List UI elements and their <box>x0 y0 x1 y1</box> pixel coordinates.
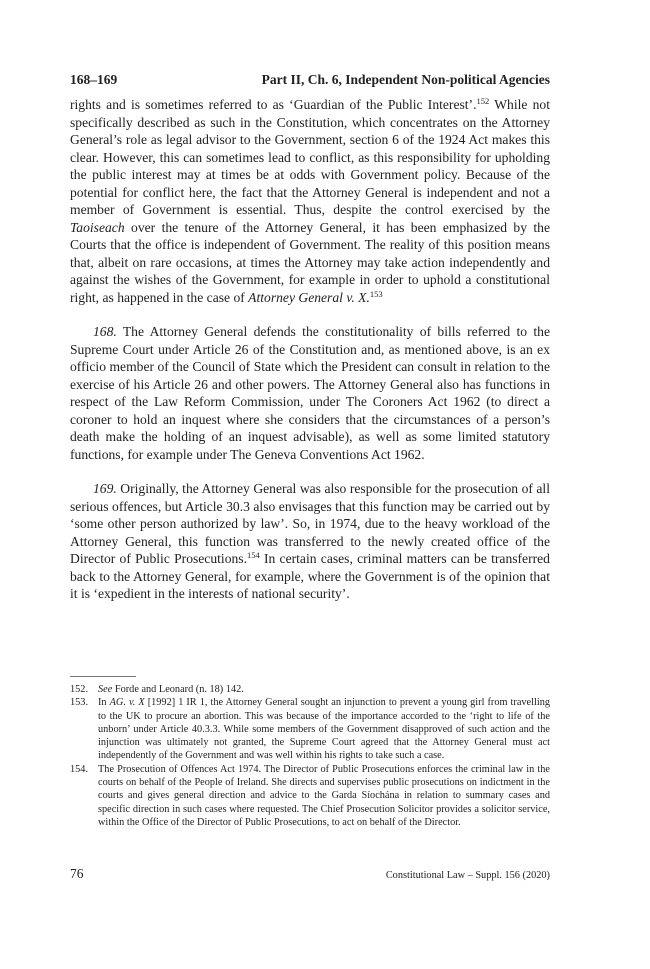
paragraph-number: 168. <box>93 324 117 339</box>
running-header <box>70 72 550 88</box>
footnotes <box>70 683 550 829</box>
footnote-divider <box>70 676 136 677</box>
paragraph-continued: rights and is sometimes referred to as ‘Guardian of the Public Interest’.$^{152}$ While not specifically described as such in the Constitution, which concentrates on the Attorney General’s role as legal advisor to the Government, section 6 of the 1924 Act makes this clear. However, this can sometimes lead to conflict, as this responsibility for upholding the public interest may at times be at odds with Government policy. Because of the potential for conflict here, the fact that the Attorney General is independent and not a member of Government is essential. Thus, despite the control exercised by the Taoiseach over the tenure of the Attorney General, it has been emphasized by the Courts that the office is independent of Government. The reality of this position means that, albeit on rare occasions, at times the Attorney may take action independently and against the wishes of the Government, for example in order to uphold a constitutional right, as happened in the case of Attorney General v. X.$^{153}$ <box>70 96 550 305</box>
publication-info: Constitutional Law – Suppl. 156 (2020) <box>385 870 550 881</box>
footnote-ref-153[interactable]: 153 <box>369 288 383 299</box>
footnote-152: 152. See Forde and Leonard (n. 18) 142. <box>70 684 244 695</box>
footnote-153: 153. In AG. v. X [1992] 1 IR 1, the Attorney General sought an injunction to prevent a young girl from travelling to the UK to procure an abortion. This was because of the importance accorded to the ‘right to life of the unborn’ under Article 40.3.3. While some members of the Government disapproved of such action and the injunction was ultimately not granted, the Supreme Court agreed that the Attorney General must act independently of the Government and was well within his rights to take such a case. <box>70 697 550 762</box>
paragraph-range: 168–169 <box>70 72 118 87</box>
paragraph-169: 169. Originally, the Attorney General was also responsible for the prosecution of all serious offences, but Article 30.3 also envisages that this function may be carried out by ‘some other person authorized by law’. So, in 1974, due to the heavy workload of the Attorney General, this function was transferred to the newly created office of the Director of Public Prosecutions.$^{154}$ In certain cases, criminal matters can be transferred back to the Attorney General, for example, where the Government is of the opinion that it is ‘expedient in the interests of national security’. <box>70 481 550 601</box>
page-content <box>70 72 550 620</box>
case-name: Attorney General v. X. <box>248 289 370 305</box>
paragraph-number: 169. <box>93 481 117 496</box>
footnote-ref-154[interactable]: 154 <box>246 550 260 560</box>
paragraph-168: 168. The Attorney General defends the constitutionality of bills referred to the Supreme Court under Article 26 of the Constitution and, as mentioned above, is an ex officio member of the Council of State which the President can consult in relation to the exercise of his Article 26 and other powers. The Attorney General also has functions in respect of the Law Reform Commission, under The Coroners Act 1962 (to direct a coroner to hold an inquest where she considers that the circumstances of a person’s death make the holding of an inquest advisable), as well as some limited statutory functions, for example under The Geneva Conventions Act 1962. <box>70 324 550 462</box>
footnote-ref-152[interactable]: 152 <box>476 96 490 106</box>
page-footer <box>70 866 550 882</box>
body-text <box>70 96 550 603</box>
chapter-title: Part II, Ch. 6, Independent Non-political Agencies <box>261 72 550 87</box>
footnote-154: 154. The Prosecution of Offences Act 1974. The Director of Public Prosecutions enforces the criminal law in the courts on behalf of the People of Ireland. She directs and supervises public prosecutions on indictment in the courts and gives general direction and advice to the Garda Síochána in relation to summary cases and specific direction in such cases where requested. The Chief Prosecution Solicitor provides a solicitor service, within the Office of the Director of Public Prosecutions, to act on behalf of the Director. <box>70 763 550 828</box>
page-number: 76 <box>70 866 84 881</box>
